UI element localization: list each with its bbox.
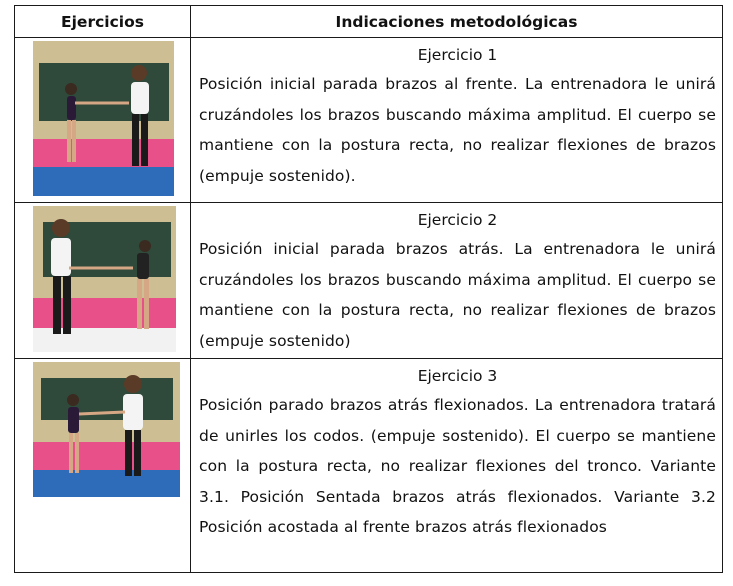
- exercises-table: [14, 5, 723, 573]
- photo-cell: [15, 359, 191, 573]
- exercise-3-photo: [33, 362, 180, 497]
- table-row: [15, 359, 723, 573]
- header-row: [15, 6, 723, 38]
- exercise-title: Ejercicio 3: [417, 367, 498, 385]
- table-row: [15, 38, 723, 203]
- photo-cell: [15, 203, 191, 359]
- indications-cell: [191, 38, 723, 203]
- exercise-description: Posición inicial parada brazos al frente. La entrenadora le unirá cruzándoles los brazos buscando máxima amplitud. El cuerpo se mantiene con la postura recta, no realizar flexiones de brazos (empuje sostenido).: [199, 75, 716, 185]
- indications-cell: [191, 203, 723, 359]
- exercise-title: Ejercicio 1: [417, 46, 498, 64]
- exercise-description: Posición parado brazos atrás flexionados. La entrenadora tratará de unirles los codos. (empuje sostenido). El cuerpo se mantiene con la postura recta, no realizar flexiones del tronco. Variante 3.1. Posición Sentada brazos atrás flexionados. Variante 3.2 Posición acostada al frente brazos atrás flexionados: [199, 396, 716, 536]
- table-row: [15, 203, 723, 359]
- photo-cell: [15, 38, 191, 203]
- header-ejercicios: Ejercicios: [15, 6, 191, 38]
- indications-cell: [191, 359, 723, 573]
- exercise-2-photo: [33, 206, 176, 352]
- exercise-title: Ejercicio 2: [417, 211, 498, 229]
- exercise-1-photo: [33, 41, 174, 196]
- header-indicaciones: Indicaciones metodológicas: [191, 6, 723, 38]
- exercise-description: Posición inicial parada brazos atrás. La entrenadora le unirá cruzándoles los brazos buscando máxima amplitud. El cuerpo se mantiene con la postura recta, no realizar flexiones de brazos (empuje sostenido): [199, 240, 716, 350]
